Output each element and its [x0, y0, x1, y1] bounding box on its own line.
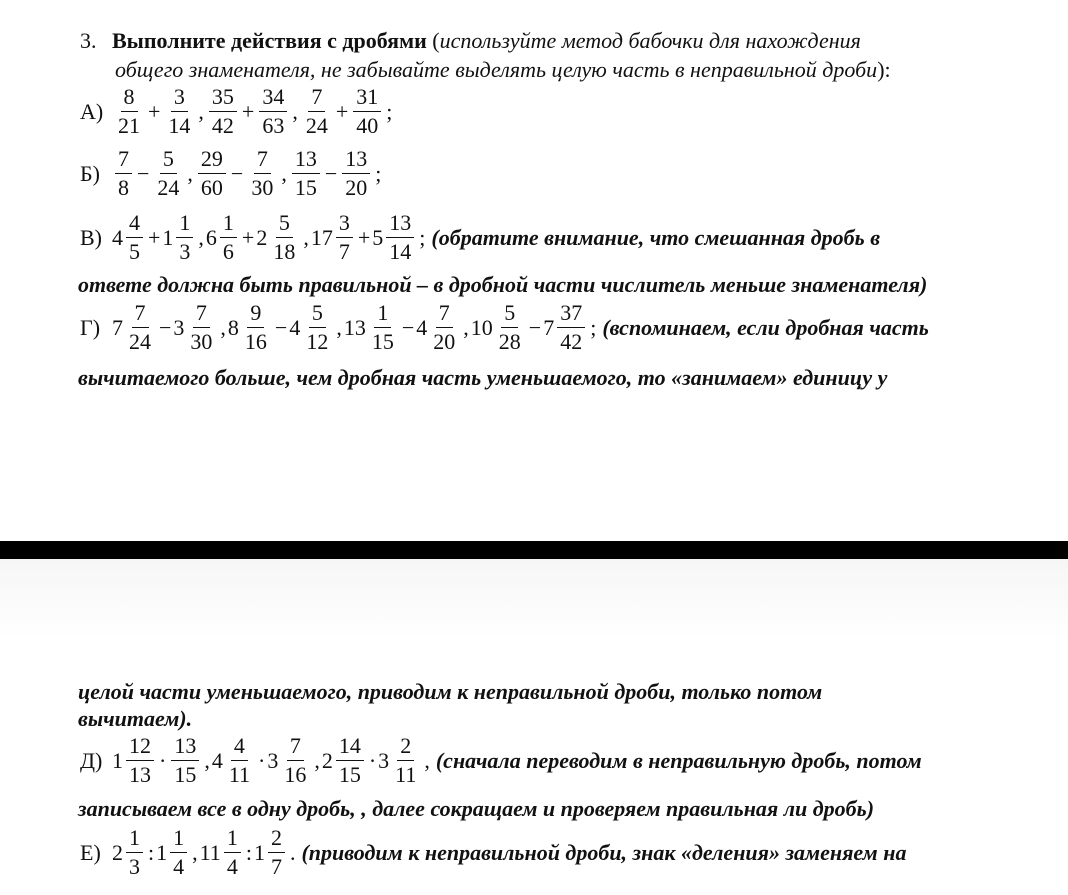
- fraction: [303, 302, 331, 353]
- whole-part: 1: [112, 747, 123, 773]
- numerator: 5: [160, 148, 177, 174]
- operator: :: [148, 839, 155, 865]
- denominator: 30: [190, 329, 213, 354]
- denominator: 15: [371, 329, 394, 354]
- fraction: [248, 148, 276, 199]
- row-note: (вспоминаем, если дробная часть: [602, 314, 929, 340]
- fraction: [187, 302, 215, 353]
- fraction: [303, 86, 331, 137]
- fraction: [126, 735, 154, 786]
- numerator: 9: [247, 302, 264, 328]
- task-header-line1: [80, 28, 861, 54]
- row-note: (сначала переводим в неправильную дробь, потом: [435, 747, 922, 773]
- denominator: 15: [174, 762, 197, 787]
- numerator: 1: [170, 827, 187, 853]
- mixed-number: [212, 735, 256, 786]
- whole-part: 11: [199, 839, 221, 865]
- denominator: 7: [270, 854, 282, 879]
- mixed-number: [267, 735, 312, 786]
- operator: ,: [281, 160, 287, 186]
- fraction-term: [168, 735, 202, 786]
- mixed-number: [322, 735, 367, 786]
- denominator: 60: [200, 175, 223, 200]
- fraction-term: [195, 148, 229, 199]
- operator: +: [241, 224, 255, 250]
- instruction-open-paren: (: [432, 28, 440, 53]
- denominator: 21: [118, 113, 140, 138]
- fraction-term: [162, 86, 196, 137]
- operator: ,: [336, 314, 342, 340]
- denominator: 15: [294, 175, 317, 200]
- fraction: [224, 827, 241, 878]
- operator: .: [289, 839, 296, 865]
- mixed-number: [256, 212, 301, 263]
- operator: ·: [368, 747, 377, 773]
- fraction: [392, 735, 419, 786]
- fraction: [198, 148, 226, 199]
- operator: ·: [258, 747, 266, 773]
- fraction: [557, 302, 585, 353]
- operator: ;: [375, 160, 382, 186]
- denominator: 4: [173, 854, 185, 879]
- numerator: 7: [308, 86, 325, 112]
- whole-part: 4: [289, 314, 301, 340]
- exercise-row-e: [80, 827, 906, 878]
- mixed-number: [112, 735, 157, 786]
- denominator: 3: [179, 239, 191, 264]
- denominator: 16: [244, 329, 267, 354]
- task-header-line2: [115, 57, 891, 83]
- fraction-term: [289, 148, 323, 199]
- fraction: [126, 212, 143, 263]
- fraction: [386, 212, 414, 263]
- whole-part: 1: [156, 839, 168, 865]
- denominator: 20: [345, 175, 368, 200]
- operator: :: [245, 839, 252, 865]
- fraction: [220, 212, 237, 263]
- fraction: [170, 827, 187, 878]
- fraction: [430, 302, 458, 353]
- denominator: 30: [251, 175, 274, 200]
- numerator: 8: [121, 86, 138, 112]
- whole-part: 13: [343, 314, 366, 340]
- denominator: 15: [338, 762, 361, 787]
- fraction: [353, 86, 381, 137]
- exercise-row-v: [80, 212, 880, 263]
- numerator: 7: [254, 148, 271, 174]
- numerator: 7: [193, 302, 210, 328]
- numerator: 1: [224, 827, 241, 853]
- exercise-row-g: [80, 302, 929, 353]
- operator: +: [241, 98, 255, 124]
- denominator: 28: [498, 329, 521, 354]
- denominator: 3: [129, 854, 140, 879]
- mixed-number: [254, 827, 288, 878]
- row-label: Б): [80, 160, 100, 186]
- whole-part: 3: [267, 747, 279, 773]
- numerator: 1: [220, 212, 237, 238]
- mixed-number: [156, 827, 190, 878]
- task-title: Выполните действия с дробями: [112, 28, 427, 53]
- task-number: 3.: [80, 28, 97, 53]
- fraction: [281, 735, 309, 786]
- bottom-text-line1: целой части уменьшаемого, приводим к неправильной дроби, только потом: [78, 679, 823, 704]
- denominator: 24: [305, 113, 328, 138]
- numerator: 2: [268, 827, 285, 853]
- fraction: [242, 302, 270, 353]
- whole-part: 2: [112, 839, 123, 865]
- operator: ,: [303, 224, 309, 250]
- denominator: 20: [433, 329, 456, 354]
- fraction: [176, 212, 193, 263]
- fraction-term: [245, 148, 279, 199]
- operator: ,: [314, 747, 320, 773]
- fraction: [259, 86, 287, 137]
- row-label: Д): [80, 747, 103, 773]
- page-divider-bar: [0, 541, 1068, 559]
- numerator: 14: [336, 735, 364, 761]
- numerator: 5: [276, 212, 293, 238]
- row-label: Г): [80, 314, 101, 340]
- row-note: (обратите внимание, что смешанная дробь в: [431, 224, 881, 250]
- mixed-number: [372, 212, 417, 263]
- fraction-term: [300, 86, 334, 137]
- mixed-number: [200, 827, 244, 878]
- fraction: [292, 148, 320, 199]
- whole-part: 1: [253, 839, 265, 865]
- instruction-text-line2: общего знаменателя, не забывайте выделять целую часть в неправильной дроби: [115, 57, 878, 82]
- operator: ;: [386, 98, 393, 124]
- fraction: [336, 212, 353, 263]
- instruction-close: ):: [877, 57, 891, 82]
- numerator: 12: [126, 735, 154, 761]
- fraction: [154, 148, 182, 199]
- operator: −: [230, 160, 244, 186]
- mixed-number: [543, 302, 588, 353]
- operator: −: [528, 314, 542, 340]
- fraction-term: [256, 86, 290, 137]
- whole-part: 7: [543, 314, 555, 340]
- exercise-row-a: [80, 86, 394, 137]
- denominator: 24: [157, 175, 180, 200]
- fraction: [209, 86, 237, 137]
- fraction: [369, 302, 397, 353]
- row-label: А): [80, 98, 104, 124]
- row-label: В): [80, 224, 102, 250]
- operator: −: [137, 160, 150, 186]
- operator: −: [159, 314, 172, 340]
- mixed-number: [344, 302, 400, 353]
- row-label: Е): [80, 839, 101, 865]
- row-d-continuation: записываем все в одну дробь, , далее сокращаем и проверяем правильная ли дробь): [78, 796, 875, 821]
- mixed-number: [112, 827, 146, 878]
- operator: ,: [198, 224, 204, 250]
- numerator: 3: [171, 86, 188, 112]
- exercise-row-d: [80, 735, 922, 786]
- fraction: [126, 302, 154, 353]
- numerator: 7: [287, 735, 304, 761]
- mixed-number: [378, 735, 422, 786]
- operator: ,: [204, 747, 210, 773]
- whole-part: 7: [112, 314, 123, 340]
- mixed-number: [416, 302, 461, 353]
- fraction-term: [112, 148, 135, 199]
- operator: +: [335, 98, 349, 124]
- denominator: 12: [306, 329, 329, 354]
- denominator: 6: [222, 239, 234, 264]
- operator: −: [324, 160, 338, 186]
- denominator: 11: [228, 762, 251, 787]
- denominator: 14: [168, 113, 191, 138]
- operator: ;: [419, 224, 426, 250]
- numerator: 13: [171, 735, 199, 761]
- whole-part: 4: [416, 314, 428, 340]
- numerator: 31: [353, 86, 381, 112]
- numerator: 34: [259, 86, 287, 112]
- whole-part: 1: [162, 224, 174, 250]
- numerator: 13: [292, 148, 320, 174]
- whole-part: 4: [211, 747, 223, 773]
- denominator: 13: [129, 762, 151, 787]
- numerator: 7: [436, 302, 453, 328]
- operator: −: [401, 314, 415, 340]
- whole-part: 2: [256, 224, 268, 250]
- numerator: 35: [209, 86, 237, 112]
- whole-part: 2: [321, 747, 333, 773]
- operator: ,: [220, 314, 226, 340]
- mixed-number: [206, 212, 240, 263]
- denominator: 5: [129, 239, 140, 264]
- numerator: 4: [126, 212, 143, 238]
- mixed-number: [311, 212, 356, 263]
- whole-part: 17: [310, 224, 333, 250]
- fraction-term: [350, 86, 384, 137]
- mixed-number: [471, 302, 527, 353]
- fraction: [496, 302, 524, 353]
- operator: ,: [292, 98, 298, 124]
- denominator: 4: [226, 854, 238, 879]
- denominator: 42: [560, 329, 583, 354]
- numerator: 5: [309, 302, 326, 328]
- numerator: 37: [557, 302, 585, 328]
- operator: ,: [187, 160, 193, 186]
- mixed-number: [162, 212, 196, 263]
- numerator: 29: [198, 148, 226, 174]
- instruction-text-line1: используйте метод бабочки для нахождения: [439, 28, 861, 53]
- denominator: 40: [356, 113, 379, 138]
- numerator: 1: [374, 302, 391, 328]
- fraction: [268, 827, 285, 878]
- mixed-number: [112, 302, 157, 353]
- row-v-continuation: ответе должна быть правильной – в дробной части числитель меньше знаменателя): [78, 272, 928, 297]
- fraction: [115, 148, 132, 199]
- numerator: 13: [386, 212, 414, 238]
- fraction: [171, 735, 199, 786]
- bottom-text-line2: вычитаем).: [78, 706, 193, 731]
- exercise-row-b: [80, 148, 383, 199]
- denominator: 14: [389, 239, 412, 264]
- whole-part: 4: [112, 224, 123, 250]
- operator: ,: [198, 98, 204, 124]
- numerator: 4: [231, 735, 248, 761]
- operator: ,: [192, 839, 198, 865]
- denominator: 42: [211, 113, 234, 138]
- mixed-number: [289, 302, 334, 353]
- fraction: [126, 827, 143, 878]
- fraction-term: [339, 148, 373, 199]
- fraction-term: [206, 86, 240, 137]
- operator: +: [148, 98, 161, 124]
- mixed-number: [228, 302, 273, 353]
- whole-part: 3: [378, 747, 390, 773]
- operator: ,: [424, 747, 430, 773]
- denominator: 63: [262, 113, 285, 138]
- fraction: [165, 86, 193, 137]
- denominator: 18: [273, 239, 296, 264]
- fraction-term: [112, 86, 146, 137]
- denominator: 16: [284, 762, 307, 787]
- numerator: 7: [132, 302, 149, 328]
- whole-part: 10: [470, 314, 493, 340]
- mixed-number: [173, 302, 218, 353]
- denominator: 24: [129, 329, 151, 354]
- mixed-number: [112, 212, 146, 263]
- operator: +: [148, 224, 161, 250]
- numerator: 1: [176, 212, 193, 238]
- fraction: [270, 212, 298, 263]
- fraction: [226, 735, 253, 786]
- row-note: (приводим к неправильной дроби, знак «деления» заменяем на: [301, 839, 907, 865]
- whole-part: 3: [173, 314, 185, 340]
- operator: ,: [463, 314, 469, 340]
- whole-part: 6: [205, 224, 217, 250]
- numerator: 5: [501, 302, 518, 328]
- row-g-continuation: вычитаемого больше, чем дробная часть уменьшаемого, то «занимаем» единицу у: [78, 365, 888, 390]
- fraction: [115, 86, 143, 137]
- operator: −: [274, 314, 288, 340]
- numerator: 3: [336, 212, 353, 238]
- denominator: 8: [118, 175, 129, 200]
- numerator: 2: [397, 735, 414, 761]
- denominator: 11: [395, 762, 417, 787]
- numerator: 13: [342, 148, 370, 174]
- numerator: 7: [115, 148, 132, 174]
- denominator: 7: [338, 239, 350, 264]
- operator: +: [357, 224, 371, 250]
- operator: ;: [590, 314, 597, 340]
- operator: ·: [159, 747, 167, 773]
- whole-part: 8: [227, 314, 239, 340]
- fraction: [336, 735, 364, 786]
- numerator: 1: [126, 827, 143, 853]
- fraction: [342, 148, 370, 199]
- whole-part: 5: [372, 224, 384, 250]
- fraction-term: [151, 148, 185, 199]
